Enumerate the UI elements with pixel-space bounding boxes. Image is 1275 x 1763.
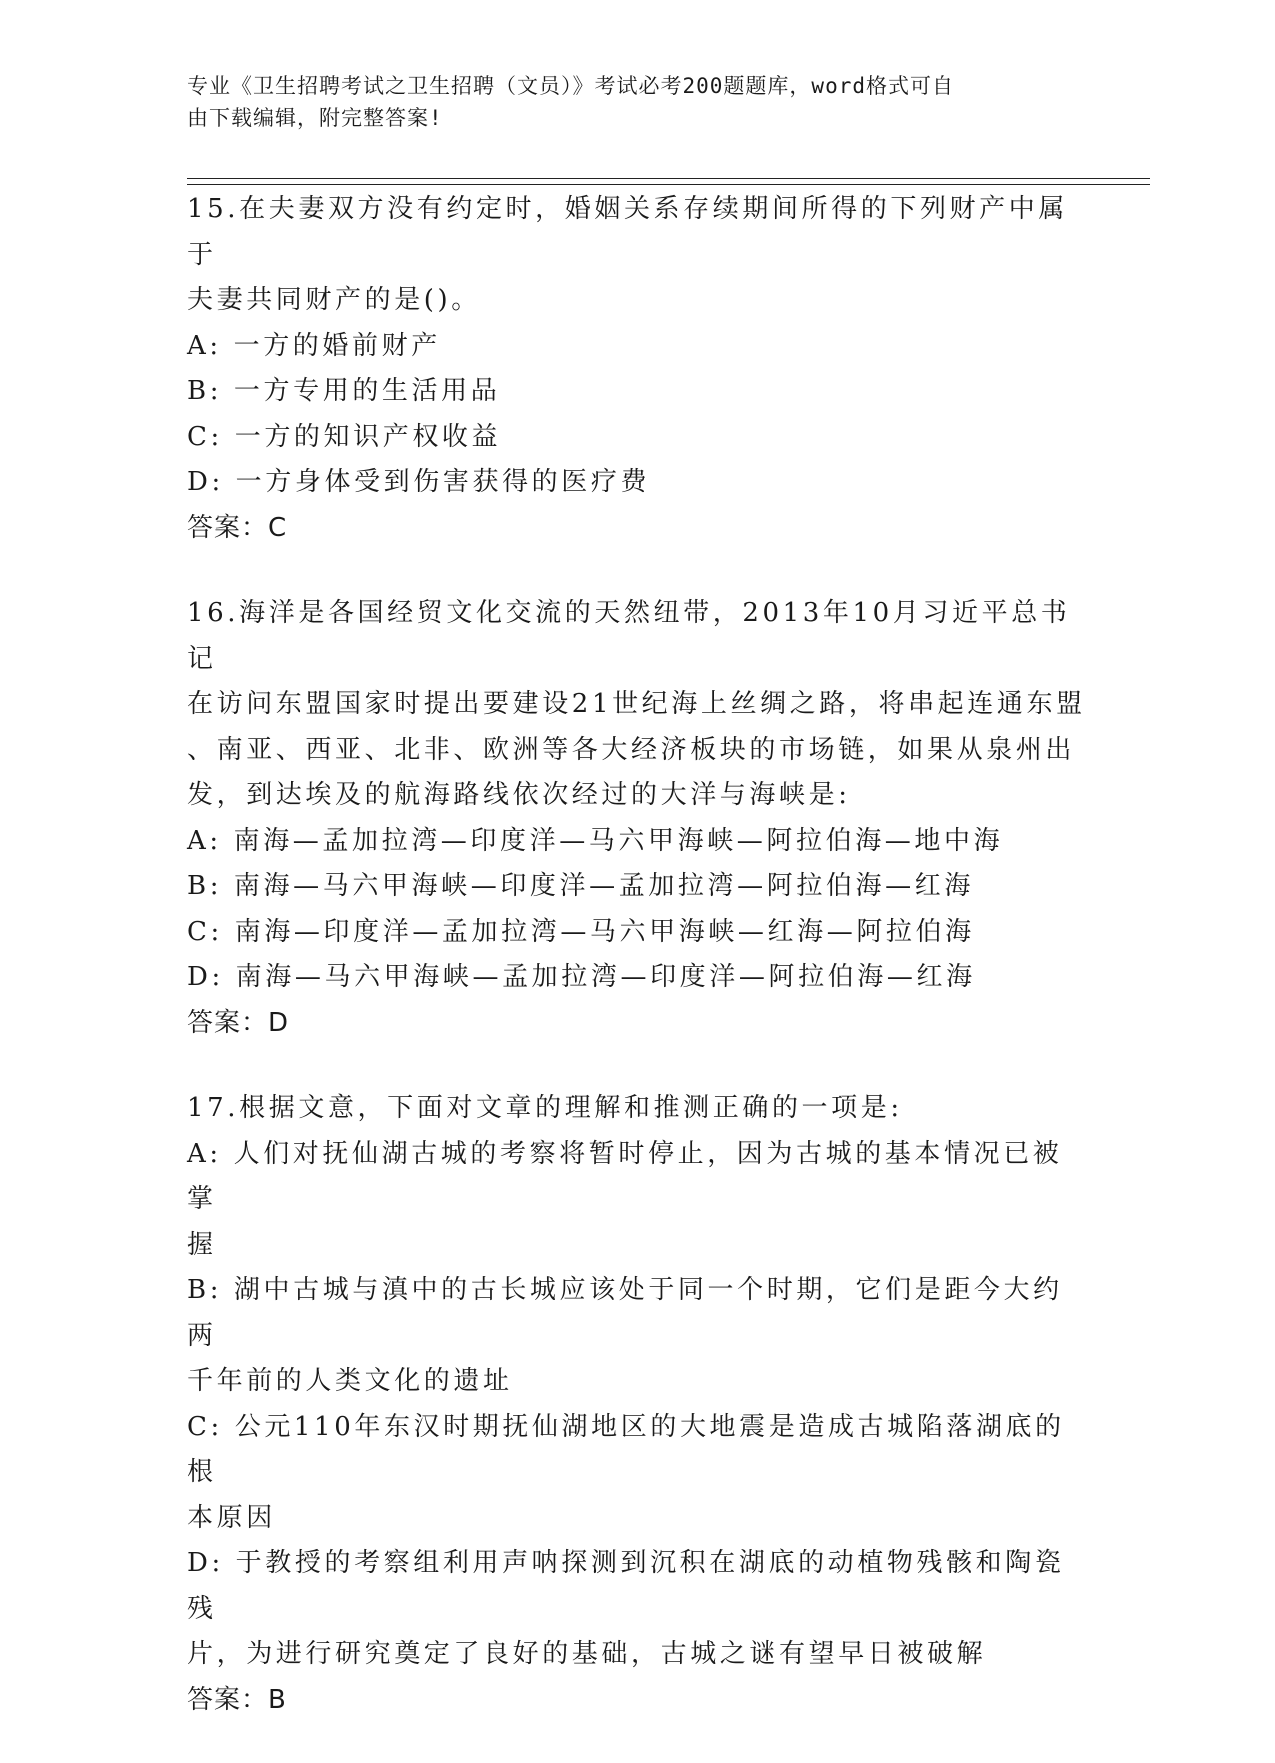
answer: 答案：D xyxy=(187,1007,290,1038)
question-text: 17.根据文意，下面对文章的理解和推测正确的一项是: xyxy=(187,1093,903,1123)
option-c: C: 一方的知识产权收益 xyxy=(187,421,502,452)
answer: 答案：C xyxy=(187,512,288,543)
option-a: A: 南海—孟加拉湾—印度洋—马六甲海峡—阿拉伯海—地中海 xyxy=(187,825,1004,856)
option-b: B: 一方专用的生活用品 xyxy=(187,376,501,406)
header-line: 专业《卫生招聘考试之卫生招聘（文员）》考试必考200题题库，word格式可自 xyxy=(187,74,954,98)
option-b: B: 南海—马六甲海峡—印度洋—孟加拉湾—阿拉伯海—红海 xyxy=(187,871,974,901)
option-c: C: 公元110年东汉时期抚仙湖地区的大地震是造成古城陷落湖底的根 xyxy=(187,1411,1065,1487)
header-line: 由下载编辑，附完整答案! xyxy=(187,106,443,130)
option-d: D: 南海—马六甲海峡—孟加拉湾—印度洋—阿拉伯海—红海 xyxy=(187,962,976,992)
option-a: A: 一方的婚前财产 xyxy=(187,330,441,361)
question-text: 、南亚、西亚、北非、欧洲等各大经济板块的市场链，如果从泉州出 xyxy=(187,734,1076,765)
answer: 答案：B xyxy=(187,1684,287,1715)
option-b-cont: 千年前的人类文化的遗址 xyxy=(187,1366,513,1396)
question-17 xyxy=(187,1086,1087,1723)
option-d: D: 一方身体受到伤害获得的医疗费 xyxy=(187,467,651,497)
question-text: 16.海洋是各国经贸文化交流的天然纽带，2013年10月习近平总书记 xyxy=(187,598,1071,674)
question-16 xyxy=(187,591,1087,1046)
option-d-cont: 片，为进行研究奠定了良好的基础，古城之谜有望早日被破解 xyxy=(187,1639,987,1669)
question-15 xyxy=(187,187,1087,551)
option-b: B: 湖中古城与滇中的古长城应该处于同一个时期，它们是距今大约两 xyxy=(187,1275,1063,1351)
page-header xyxy=(187,70,1067,134)
option-c-cont: 本原因 xyxy=(187,1502,276,1533)
question-list xyxy=(187,187,1087,1763)
option-a-cont: 握 xyxy=(187,1229,217,1260)
option-d: D: 于教授的考察组利用声呐探测到沉积在湖底的动植物残骸和陶瓷残 xyxy=(187,1548,1065,1624)
header-divider xyxy=(187,178,1150,185)
question-text: 在访问东盟国家时提出要建设21世纪海上丝绸之路，将串起连通东盟 xyxy=(187,689,1086,719)
option-c: C: 南海—印度洋—孟加拉湾—马六甲海峡—红海—阿拉伯海 xyxy=(187,916,975,947)
option-a: A: 人们对抚仙湖古城的考察将暂时停止，因为古城的基本情况已被掌 xyxy=(187,1138,1063,1214)
question-text: 发，到达埃及的航海路线依次经过的大洋与海峡是: xyxy=(187,780,851,810)
question-text: 15.在夫妻双方没有约定时，婚姻关系存续期间所得的下列财产中属于 xyxy=(187,194,1068,270)
question-text: 夫妻共同财产的是()。 xyxy=(187,285,481,315)
